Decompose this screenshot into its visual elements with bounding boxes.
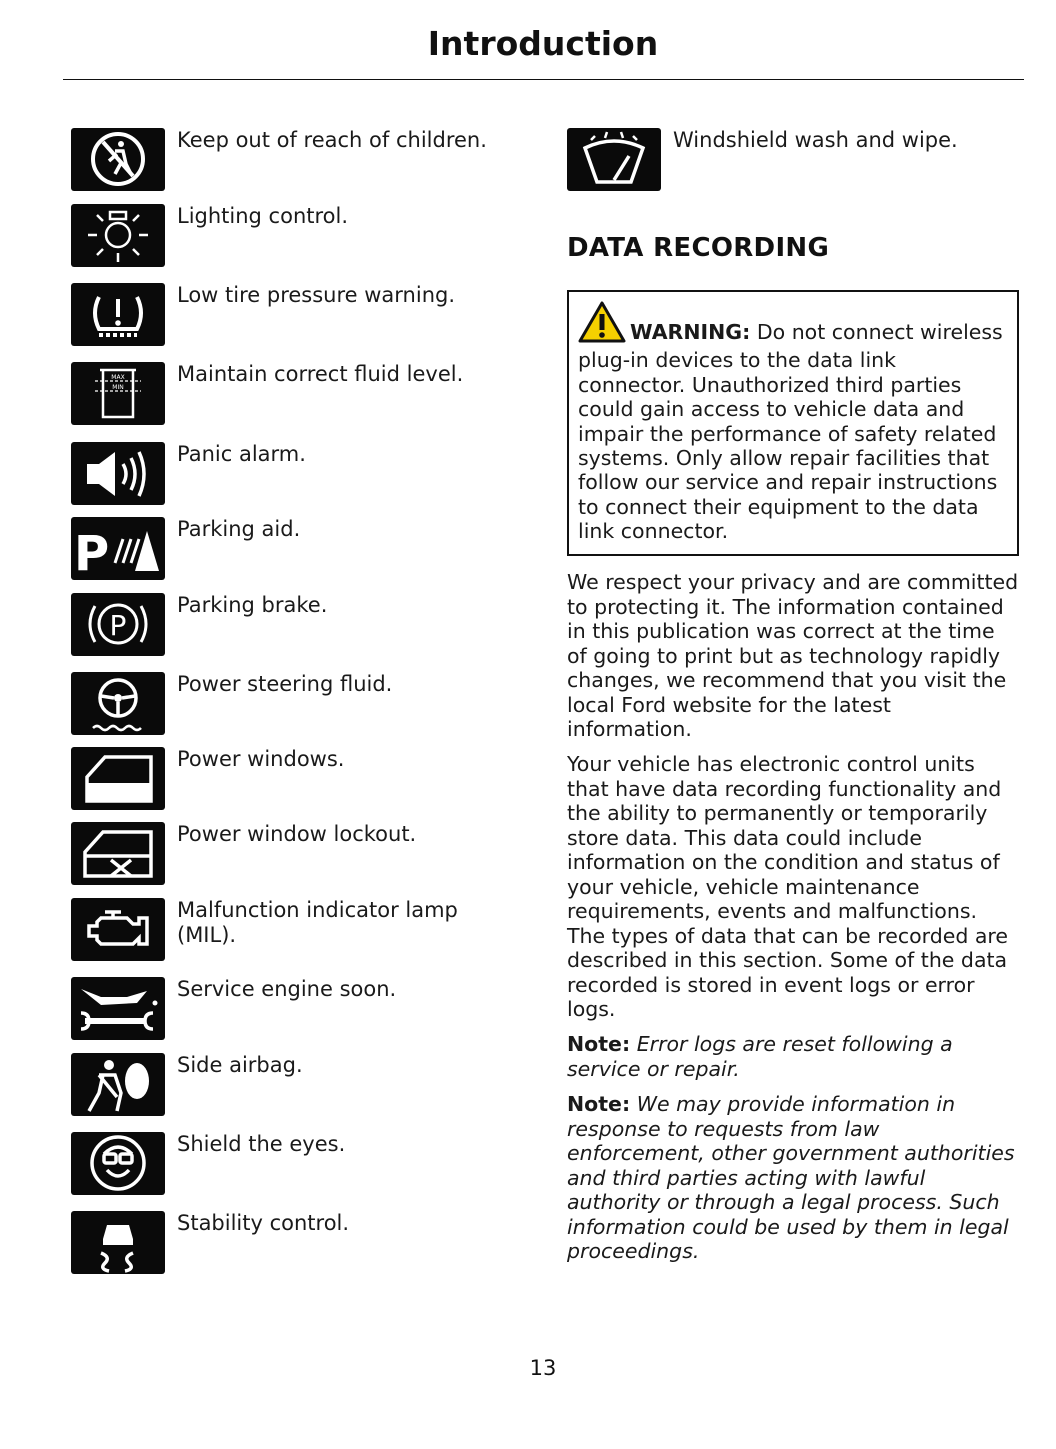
symbol-label: Low tire pressure warning.: [177, 283, 456, 307]
parking-aid-icon: [71, 517, 165, 580]
note-text: We may provide information in response to requests from law enforcement, other government authorities and third parties acting with lawful authority or through a legal process. Such information could be used by them in legal proceedings.: [567, 1092, 1015, 1263]
parking-brake-icon: [71, 593, 165, 656]
parking-brake-letter: P: [109, 609, 127, 642]
data-paragraph: [567, 752, 1019, 1022]
symbol-label: Lighting control.: [177, 204, 349, 228]
symbol-label: Shield the eyes.: [177, 1132, 346, 1156]
service-engine-icon: [71, 977, 165, 1040]
note-error-logs: [567, 1032, 1019, 1081]
fluid-level-icon: [71, 362, 165, 425]
page-title: Introduction: [427, 24, 659, 63]
side-airbag-icon: [71, 1053, 165, 1116]
windshield-wiper-icon: [567, 128, 661, 191]
note-label: Note:: [567, 1032, 631, 1056]
symbol-label: Panic alarm.: [177, 442, 306, 466]
warning-box: [567, 290, 1019, 556]
symbol-label: Service engine soon.: [177, 977, 397, 1001]
symbol-label: Parking aid.: [177, 517, 301, 541]
warning-text: Do not connect wireless plug-in devices to the data link connector. Unauthorized third parties could gain access to vehicle data and impair the performance of safety related systems. Only allow repair facilities that follow our service and repair instructions to connect their equipment to the data link connector.: [578, 320, 1003, 544]
eye-protection-icon: [71, 1132, 165, 1195]
parking-aid-letter: P: [74, 526, 110, 580]
symbol-label: Power window lockout.: [177, 822, 417, 846]
symbol-label: Stability control.: [177, 1211, 350, 1235]
power-steering-icon: [71, 672, 165, 735]
lighting-control-icon: [71, 204, 165, 267]
paragraph-text: We respect your privacy and are committed to protecting it. The information contained in this publication was correct at the time of going to print but as technology rapidly changes, we recommend that you visit the local Ford website for the latest information.: [567, 570, 1019, 741]
page-number: 13: [529, 1356, 557, 1380]
fluid-min-text: MIN: [112, 384, 124, 391]
window-lockout-icon: [71, 822, 165, 885]
header-divider: [63, 79, 1024, 80]
tire-pressure-icon: [71, 283, 165, 346]
symbol-label: Parking brake.: [177, 593, 328, 617]
panic-alarm-icon: [71, 442, 165, 505]
privacy-paragraph: [567, 570, 1019, 742]
paragraph-text: Your vehicle has electronic control units that have data recording functionality and the ability to permanently or temporarily store data. This data could include information on the condition and status of your vehicle, vehicle maintenance requirements, events and malfunctions. The types of data that can be recorded are described in this section. Some of the data recorded is stored in event logs or error logs.: [567, 752, 1009, 1021]
symbol-label: Windshield wash and wipe.: [673, 128, 958, 152]
child-safety-icon: [71, 128, 165, 191]
symbol-label: Malfunction indicator lamp (MIL).: [177, 898, 458, 947]
warning-icon: [578, 301, 626, 348]
stability-control-icon: [71, 1211, 165, 1274]
symbol-label: Power steering fluid.: [177, 672, 393, 696]
symbol-label: Keep out of reach of children.: [177, 128, 487, 152]
fluid-max-text: MAX: [111, 374, 125, 381]
warning-label: WARNING:: [630, 320, 751, 344]
symbol-label: Maintain correct fluid level.: [177, 362, 464, 386]
power-window-icon: [71, 747, 165, 810]
symbol-label: Side airbag.: [177, 1053, 303, 1077]
note-text: Error logs are reset following a service or repair.: [567, 1032, 953, 1081]
engine-icon: [71, 898, 165, 961]
section-heading: DATA RECORDING: [567, 233, 830, 263]
note-label: Note:: [567, 1092, 631, 1116]
symbol-label: Power windows.: [177, 747, 345, 771]
note-law-enforcement: [567, 1092, 1019, 1264]
